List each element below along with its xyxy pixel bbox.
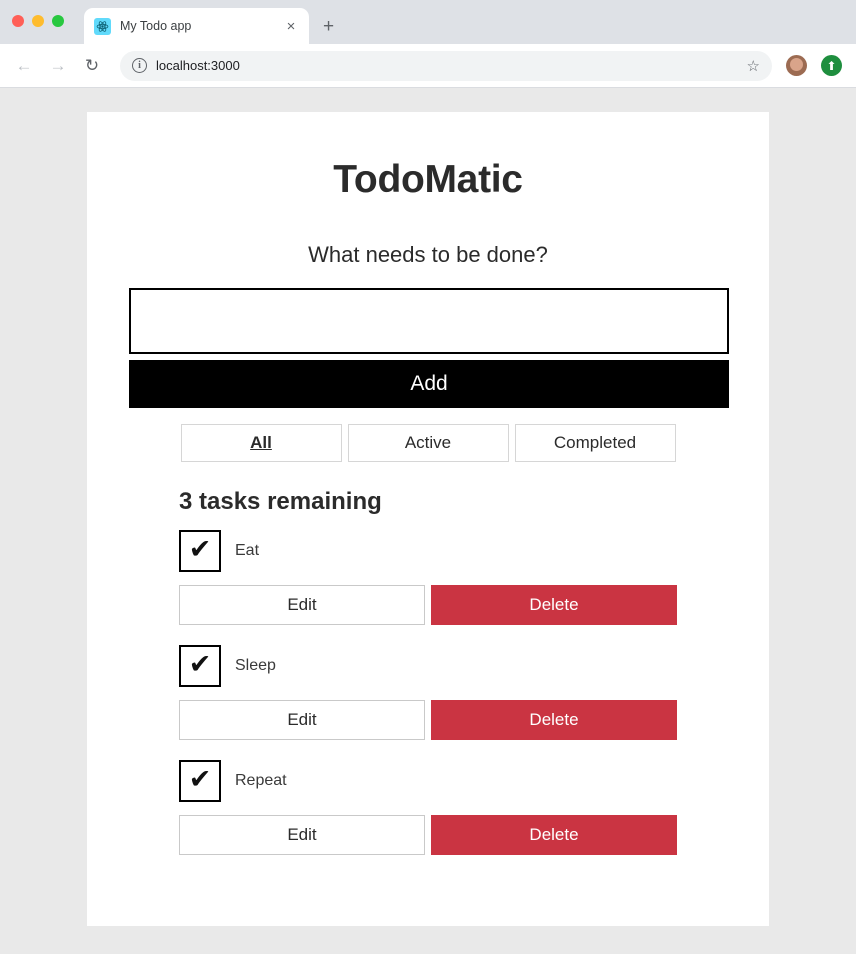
todo-label: Repeat bbox=[235, 772, 287, 789]
check-icon: ✔ bbox=[188, 764, 212, 794]
tab-title: My Todo app bbox=[120, 19, 192, 33]
filter-group bbox=[129, 424, 727, 462]
new-tab-button[interactable]: + bbox=[323, 16, 335, 37]
close-icon[interactable]: × bbox=[286, 17, 296, 35]
todo-label: Eat bbox=[235, 542, 260, 559]
tasks-remaining-heading: 3 tasks remaining bbox=[179, 488, 382, 515]
todo-actions bbox=[129, 585, 727, 625]
address-bar[interactable] bbox=[120, 51, 772, 81]
url-text: localhost:3000 bbox=[156, 58, 240, 73]
todo-checkbox[interactable] bbox=[179, 645, 221, 687]
bookmark-star-icon[interactable]: ☆ bbox=[746, 57, 760, 75]
todo-row bbox=[129, 760, 727, 802]
todo-row bbox=[129, 530, 727, 572]
delete-button[interactable]: Delete bbox=[431, 815, 677, 855]
list-item bbox=[129, 760, 727, 855]
avatar[interactable] bbox=[786, 55, 807, 76]
check-icon: ✔ bbox=[188, 649, 212, 679]
site-info-icon[interactable]: i bbox=[132, 58, 147, 73]
add-button[interactable]: Add bbox=[129, 360, 729, 408]
page-viewport bbox=[0, 88, 856, 954]
todo-row bbox=[129, 645, 727, 687]
todo-label: Sleep bbox=[235, 657, 276, 674]
edit-button[interactable]: Edit bbox=[179, 585, 425, 625]
todo-actions bbox=[129, 700, 727, 740]
window-controls[interactable] bbox=[12, 15, 64, 27]
todo-app-card bbox=[87, 112, 769, 926]
upload-icon[interactable]: ⬆ bbox=[821, 55, 842, 76]
filter-active-button[interactable]: Active bbox=[348, 424, 509, 462]
reload-icon[interactable]: ↻ bbox=[84, 56, 100, 75]
tab-strip bbox=[0, 0, 856, 44]
list-item bbox=[129, 530, 727, 625]
react-icon bbox=[94, 18, 111, 35]
filter-completed-button[interactable]: Completed bbox=[515, 424, 676, 462]
edit-button[interactable]: Edit bbox=[179, 815, 425, 855]
browser-toolbar bbox=[0, 44, 856, 88]
minimize-window-button[interactable] bbox=[32, 15, 44, 27]
browser-tab[interactable] bbox=[84, 8, 309, 44]
todo-actions bbox=[129, 815, 727, 855]
list-item bbox=[129, 645, 727, 740]
new-todo-label: What needs to be done? bbox=[308, 242, 548, 267]
delete-button[interactable]: Delete bbox=[431, 700, 677, 740]
todo-checkbox[interactable] bbox=[179, 760, 221, 802]
maximize-window-button[interactable] bbox=[52, 15, 64, 27]
todo-list bbox=[129, 530, 727, 855]
check-icon: ✔ bbox=[188, 534, 212, 564]
close-window-button[interactable] bbox=[12, 15, 24, 27]
page-title: TodoMatic bbox=[333, 158, 523, 201]
filter-all-button[interactable]: All bbox=[181, 424, 342, 462]
back-icon[interactable]: ← bbox=[15, 56, 33, 75]
edit-button[interactable]: Edit bbox=[179, 700, 425, 740]
delete-button[interactable]: Delete bbox=[431, 585, 677, 625]
todo-checkbox[interactable] bbox=[179, 530, 221, 572]
forward-icon[interactable]: → bbox=[49, 56, 67, 75]
new-todo-input[interactable] bbox=[129, 288, 729, 354]
